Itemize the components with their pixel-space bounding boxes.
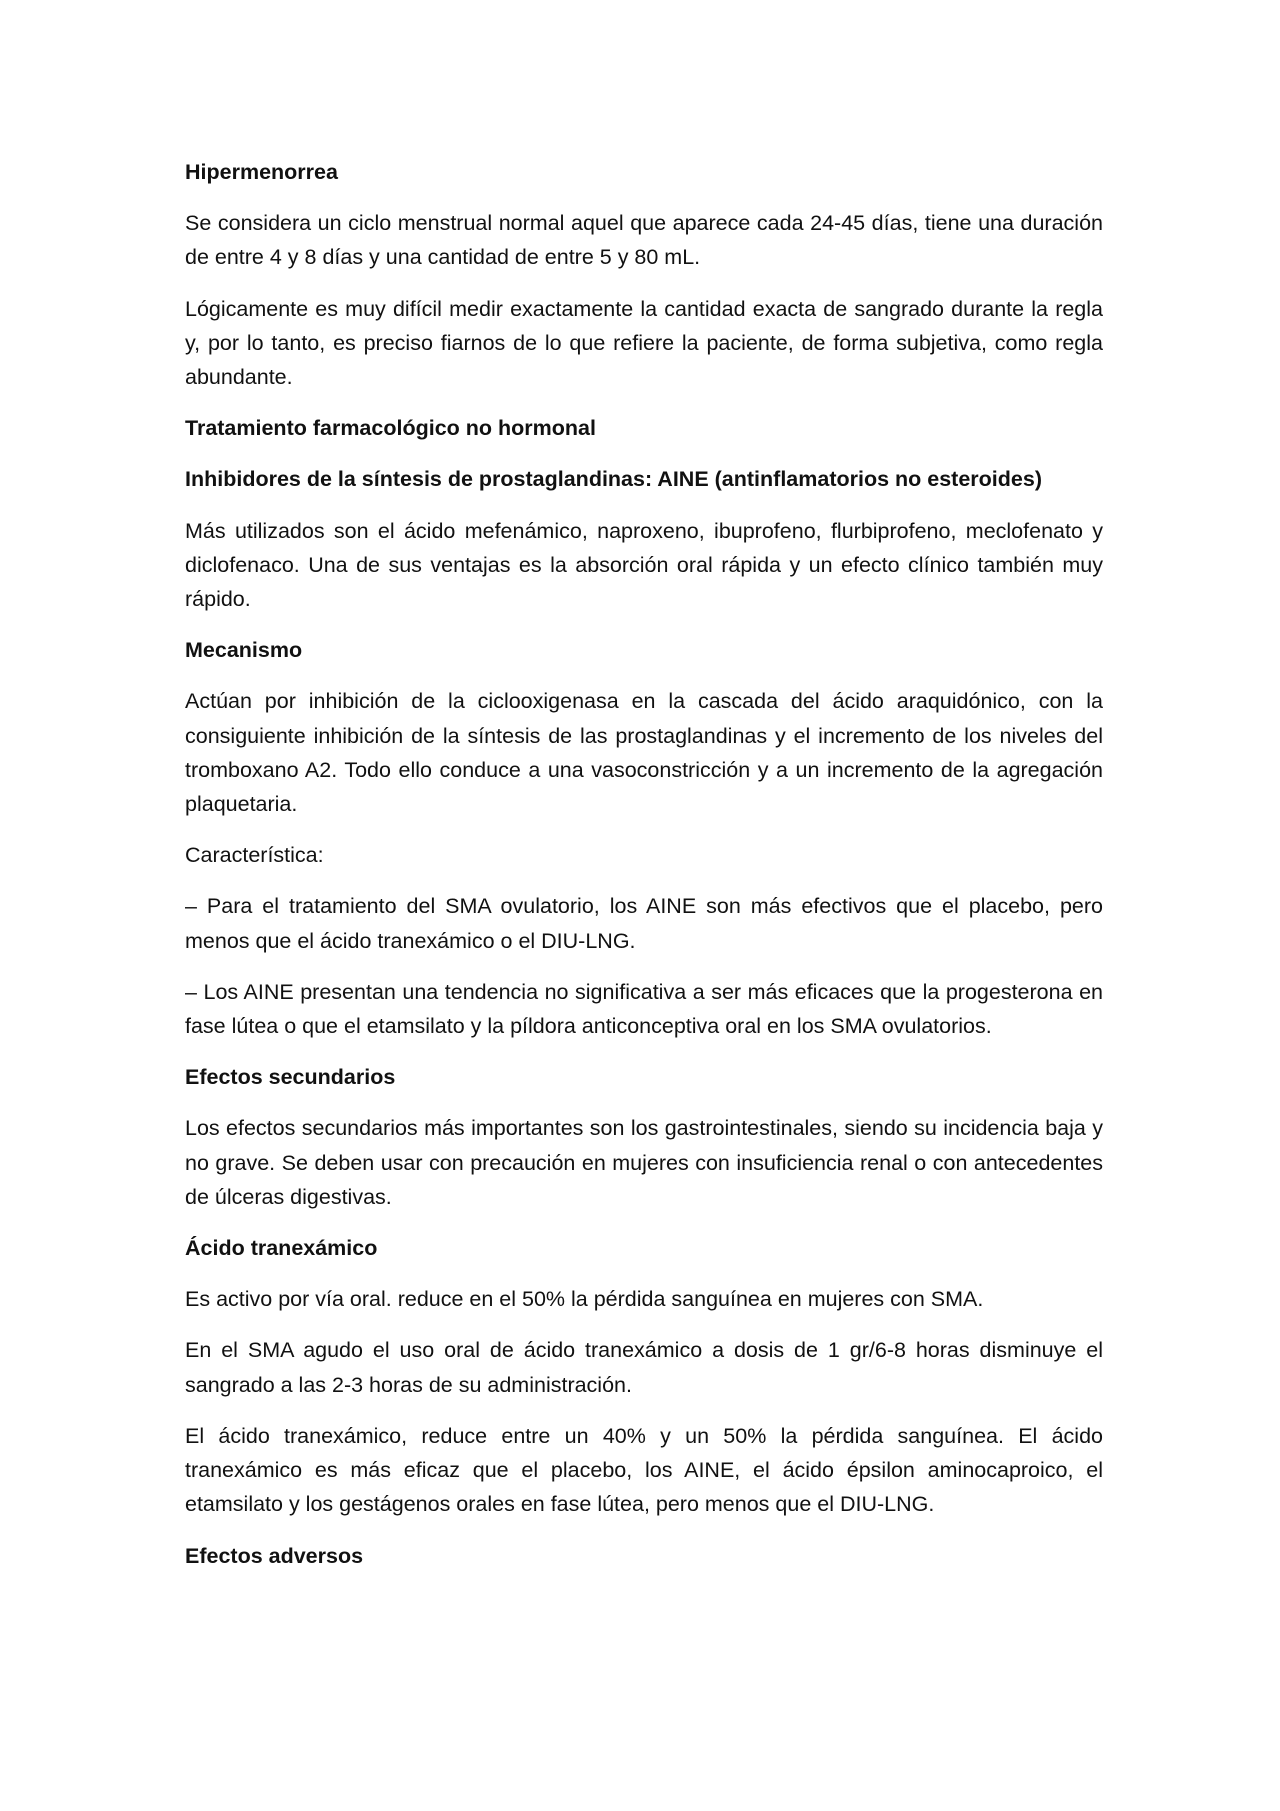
section-heading-mecanismo: Mecanismo — [185, 638, 303, 663]
paragraph-ciclo-normal: Se considera un ciclo menstrual normal aquel que aparece cada 24-45 días, tiene una duración de entre 4 y 8 días y una cantidad de entre 5 y 80 mL. — [185, 211, 1103, 270]
paragraph-efectos-secundarios: Los efectos secundarios más importantes son los gastrointestinales, siendo su incidencia baja y no grave. Se deben usar con precaución en mujeres con insuficiencia renal o con antecedentes de úlceras digestivas. — [185, 1116, 1103, 1209]
paragraph-aine-utilizados: Más utilizados son el ácido mefenámico, naproxeno, ibuprofeno, flurbiprofeno, meclofenato y diclofenaco. Una de sus ventajas es la absorción oral rápida y un efecto clínico también muy rápido. — [185, 518, 1103, 612]
paragraph-activo-via-oral: Es activo por vía oral. reduce en el 50% la pérdida sanguínea en mujeres con SMA. — [185, 1287, 984, 1312]
section-heading-tratamiento-no-hormonal: Tratamiento farmacológico no hormonal — [185, 416, 596, 441]
section-heading-efectos-adversos: Efectos adversos — [185, 1543, 364, 1568]
section-heading-aine: Inhibidores de la síntesis de prostaglandinas: AINE (antinflamatorios no esteroides) — [185, 467, 1042, 492]
paragraph-eficacia-tranexamico: El ácido tranexámico, reduce entre un 40% y un 50% la pérdida sanguínea. El ácido tranexámico es más eficaz que el placebo, los AINE, el ácido épsilon aminocaproico, el etamsilato y los gestágenos orales en fase lútea, pero menos que el DIU-LNG. — [185, 1423, 1103, 1517]
label-caracteristica: Característica: — [185, 843, 324, 868]
section-heading-efectos-secundarios: Efectos secundarios — [185, 1065, 396, 1090]
document-page — [185, 155, 1103, 1590]
list-item-sma-ovulatorio: – Para el tratamiento del SMA ovulatorio, los AINE son más efectivos que el placebo, pero menos que el ácido tranexámico o el DIU-LNG. — [185, 894, 1103, 953]
paragraph-mecanismo: Actúan por inhibición de la ciclooxigenasa en la cascada del ácido araquidónico, con la consiguiente inhibición de la síntesis de las prostaglandinas y el incremento de los niveles del tromboxano A2. Todo ello conduce a una vasoconstricción y a un incremento de la agregación plaquetaria. — [185, 689, 1103, 817]
paragraph-medicion-sangrado: Lógicamente es muy difícil medir exactamente la cantidad exacta de sangrado durante la regla y, por lo tanto, es preciso fiarnos de lo que refiere la paciente, de forma subjetiva, como regla abundante. — [185, 296, 1103, 390]
section-heading-acido-tranexamico: Ácido tranexámico — [185, 1236, 378, 1261]
list-item-aine-tendencia: – Los AINE presentan una tendencia no significativa a ser más eficaces que la progesterona en fase lútea o que el etamsilato y la píldora anticonceptiva oral en los SMA ovulatorios. — [185, 979, 1103, 1039]
paragraph-sma-agudo: En el SMA agudo el uso oral de ácido tranexámico a dosis de 1 gr/6-8 horas disminuye el sangrado a las 2-3 horas de su administración. — [185, 1338, 1103, 1397]
section-heading-hipermenorrea: Hipermenorrea — [185, 160, 338, 184]
